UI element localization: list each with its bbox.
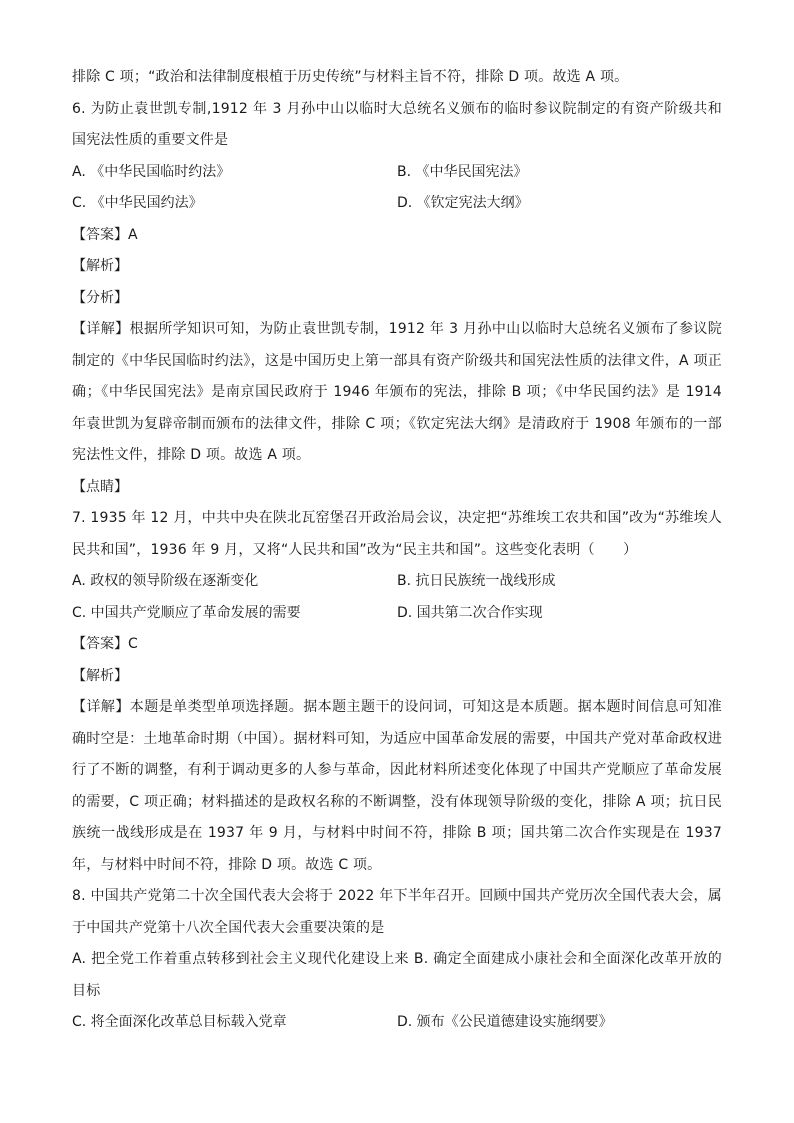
question-8-option-ab: A. 把全党工作着重点转移到社会主义现代化建设上来 B. 确定全面建成小康社会和全面深化改革开放的目标	[72, 951, 722, 999]
question-8-option-d: D. 颁布《公民道德建设实施纲要》	[397, 1014, 613, 1030]
question-7-analysis-label: 【解析】	[72, 667, 128, 684]
question-7-stem: 7. 1935 年 12 月，中共中央在陕北瓦窑堡召开政治局会议，决定把“苏维埃工农共和国”改为“苏维埃人民共和国”，1936 年 9 月，又将“人民共和国”改为“民主共和国”。这些变化表明（ ）	[72, 510, 722, 558]
question-7-option-b: B. 抗日民族统一战线形成	[397, 573, 556, 589]
question-6-option-b: B. 《中华民国宪法》	[397, 163, 528, 180]
question-7-option-c: C. 中国共产党顺应了革命发展的需要	[72, 604, 301, 621]
question-7-options-row-2	[72, 598, 722, 630]
question-6-answer: 【答案】A	[72, 226, 138, 243]
question-7-options-row-1	[72, 566, 722, 598]
question-7-option-d: D. 国共第二次合作实现	[397, 604, 543, 621]
question-7-detail: 【详解】本题是单类型单项选择题。据本题主题干的设问词，可知这是本质题。据本题时间信息可知准确时空是：土地革命时期（中国）。据材料可知，为适应中国革命发展的需要，中国共产党对革命政权进行了不断的调整，有利于调动更多的人参与革命，因此材料所述变化体现了中国共产党顺应了革命发展的需要，C 项正确；材料描述的是政权名称的不断调整，没有体现领导阶级的变化，排除 A 项；抗日民族统一战线形成是在 1937 年 9 月，与材料中时间不符，排除 B 项；国共第二次合作实现是在 1937 年，与材料中时间不符，排除 D 项。故选 C 项。	[72, 699, 722, 873]
question-6-option-d: D. 《钦定宪法大纲》	[397, 195, 529, 211]
question-6-analysis-label: 【解析】	[72, 258, 128, 274]
previous-question-tail: 排除 C 项；“政治和法律制度根植于历史传统”与材料主旨不符，排除 D 项。故选 A 项。	[72, 69, 629, 85]
question-7-option-a: A. 政权的领导阶级在逐渐变化	[72, 573, 259, 589]
question-8-options-row-2	[72, 1007, 722, 1039]
question-6-options-row-2	[72, 188, 722, 220]
question-6-option-a: A. 《中华民国临时约法》	[72, 163, 231, 180]
question-8-stem: 8. 中国共产党第二十次全国代表大会将于 2022 年下半年召开。回顾中国共产党历次全国代表大会，属于中国共产党第十八次全国代表大会重要决策的是	[72, 888, 722, 936]
question-6-dianjing-label: 【点睛】	[72, 478, 128, 495]
document-page	[72, 62, 722, 1039]
question-6-fenxi-label: 【分析】	[72, 289, 128, 306]
question-8-option-c: C. 将全面深化改革总目标载入党章	[72, 1014, 287, 1030]
question-6-option-c: C. 《中华民国约法》	[72, 195, 203, 211]
question-6-options-row-1	[72, 157, 722, 189]
question-6-stem: 6. 为防止袁世凯专制,1912 年 3 月孙中山以临时大总统名义颁布的临时参议院制定的有资产阶级共和国宪法性质的重要文件是	[72, 100, 722, 148]
question-6-detail: 【详解】根据所学知识可知，为防止袁世凯专制，1912 年 3 月孙中山以临时大总统名义颁布了参议院制定的《中华民国临时约法》，这是中国历史上第一部具有资产阶级共和国宪法性质的法律文件，A 项正确；《中华民国宪法》是南京国民政府于 1946 年颁布的宪法，排除 B 项；《中华民国约法》是 1914 年袁世凯为复辟帝制而颁布的法律文件，排除 C 项；《钦定宪法大纲》是清政府于 1908 年颁布的一部宪法性文件，排除 D 项。故选 A 项。	[72, 321, 722, 463]
question-7-answer: 【答案】C	[72, 636, 138, 652]
